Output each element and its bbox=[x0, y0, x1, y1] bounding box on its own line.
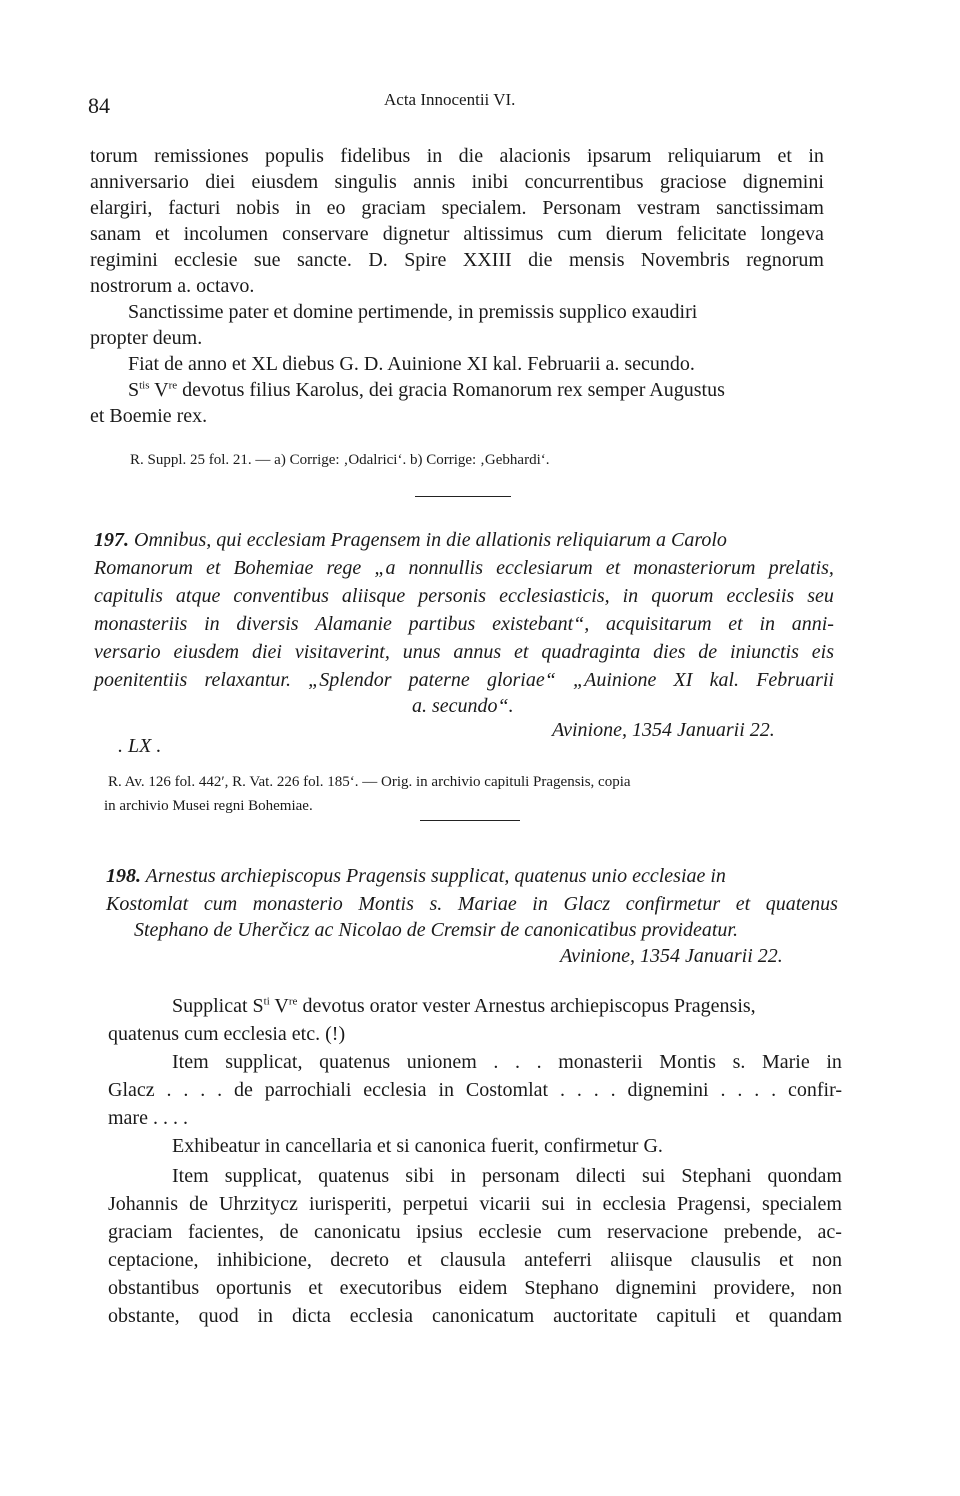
doc-197-source: R. Av. 126 fol. 442′, R. Vat. 226 fol. 185‘. — Orig. in archivio capituli Pragensis, copia bbox=[108, 774, 631, 790]
text-line: Exhibeatur in cancellaria et si canonica fuerit, confirmetur G. bbox=[172, 1135, 663, 1157]
doc-197-source: in archivio Musei regni Bohemiae. bbox=[104, 798, 313, 814]
footnote: R. Suppl. 25 fol. 21. — a) Corrige: ‚Odalrici‘. b) Corrige: ‚Gebhardi‘. bbox=[130, 452, 550, 468]
text-line: elargiri, facturi nobis in eo graciam specialem. Personam vestram sanctissimam bbox=[90, 197, 824, 219]
text-line: torum remissiones populis fidelibus in die alacionis ipsarum reliquiarum et in bbox=[90, 145, 824, 167]
text-line: anniversario diei eiusdem singulis annis inibi concurrentibus graciose dignemini bbox=[90, 171, 824, 193]
divider bbox=[415, 496, 511, 497]
text-line: mare . . . . bbox=[108, 1107, 188, 1129]
text-line: Glacz . . . . de parrochiali ecclesia in Costomlat . . . . dignemini . . . . confir- bbox=[108, 1079, 842, 1101]
text-line: Romanorum et Bohemiae rege „a nonnullis ecclesiarum et monasteriorum prelatis, bbox=[94, 557, 834, 579]
collection-marker: . LX . bbox=[118, 735, 162, 757]
text-line: Item supplicat, quatenus sibi in personam dilecti sui Stephani quondam bbox=[172, 1165, 842, 1187]
page-number: 84 bbox=[88, 93, 110, 118]
text-line: sanam et incolumen conservare dignetur altissimus cum dierum felicitate longeva bbox=[90, 223, 824, 245]
text-line: Sanctissime pater et domine pertimende, in premissis supplico exaudiri bbox=[128, 301, 698, 323]
text-line: versario eiusdem diei visitaverint, unus annus et quadraginta dies de iniunctis eis bbox=[94, 641, 834, 663]
text-line: nostrorum a. octavo. bbox=[90, 275, 255, 297]
text-line: Johannis de Uhrzitycz iurisperiti, perpetui vicarii sui in ecclesia Pragensi, specialem bbox=[108, 1193, 842, 1215]
text-line: Supplicat $S^{ti}$ Vre devotus orator vester Arnestus archiepiscopus Pragensis, bbox=[172, 995, 756, 1017]
doc-197-heading: 197. Omnibus, qui ecclesiam Pragensem in die allationis reliquiarum a Carolo bbox=[94, 529, 727, 551]
text-line: Kostomlat cum monasterio Montis s. Mariae in Glacz confirmetur et quatenus bbox=[106, 893, 838, 915]
text-line: capitulis atque conventibus aliisque personis ecclesiasticis, in quorum ecclesiis seu bbox=[94, 585, 834, 607]
running-title: Acta Innocentii VI. bbox=[384, 90, 516, 109]
text-line: graciam facientes, de canonicatu ipsius ecclesie cum reservacione prebende, ac- bbox=[108, 1221, 842, 1243]
text-line: obstante, quod in dicta ecclesia canonicatum auctoritate capituli et quandam bbox=[108, 1305, 842, 1327]
text-line: monasteriis in diversis Alamanie partibus existebant“, acquisitarum et in anni- bbox=[94, 613, 834, 635]
text-line: Item supplicat, quatenus unionem . . . monasterii Montis s. Marie in bbox=[172, 1051, 842, 1073]
doc-198-date: Avinione, 1354 Januarii 22. bbox=[560, 945, 783, 967]
signature-line: $S^{tis}$ Vre devotus filius Karolus, dei gracia Romanorum rex semper Augustus bbox=[128, 379, 725, 401]
text-line: propter deum. bbox=[90, 327, 203, 349]
text-line: quatenus cum ecclesia etc. (!) bbox=[108, 1023, 346, 1045]
doc-197-date: Avinione, 1354 Januarii 22. bbox=[552, 719, 775, 741]
text-line: a. secundo“. bbox=[412, 695, 514, 717]
text-line: poenitentiis relaxantur. „Splendor paterne gloriae“ „Auinione XI kal. Februarii bbox=[94, 669, 834, 691]
text-line: regimini ecclesie sue sancte. D. Spire XXIII die mensis Novembris regnorum bbox=[90, 249, 824, 271]
text-line: Fiat de anno et XL diebus G. D. Auinione XI kal. Februarii a. secundo. bbox=[128, 353, 695, 375]
doc-198-heading: 198. Arnestus archiepiscopus Pragensis supplicat, quatenus unio ecclesiae in bbox=[106, 865, 726, 887]
text-line: ceptacione, inhibicione, decreto et clausula anteferri aliisque clausulis et non bbox=[108, 1249, 842, 1271]
text-line: et Boemie rex. bbox=[90, 405, 208, 427]
text-line: obstantibus oportunis et executoribus eidem Stephano dignemini providere, non bbox=[108, 1277, 842, 1299]
text-line: Stephano de Uherčicz ac Nicolao de Cremsir de canonicatibus provideatur. bbox=[134, 919, 738, 941]
divider bbox=[420, 820, 520, 821]
